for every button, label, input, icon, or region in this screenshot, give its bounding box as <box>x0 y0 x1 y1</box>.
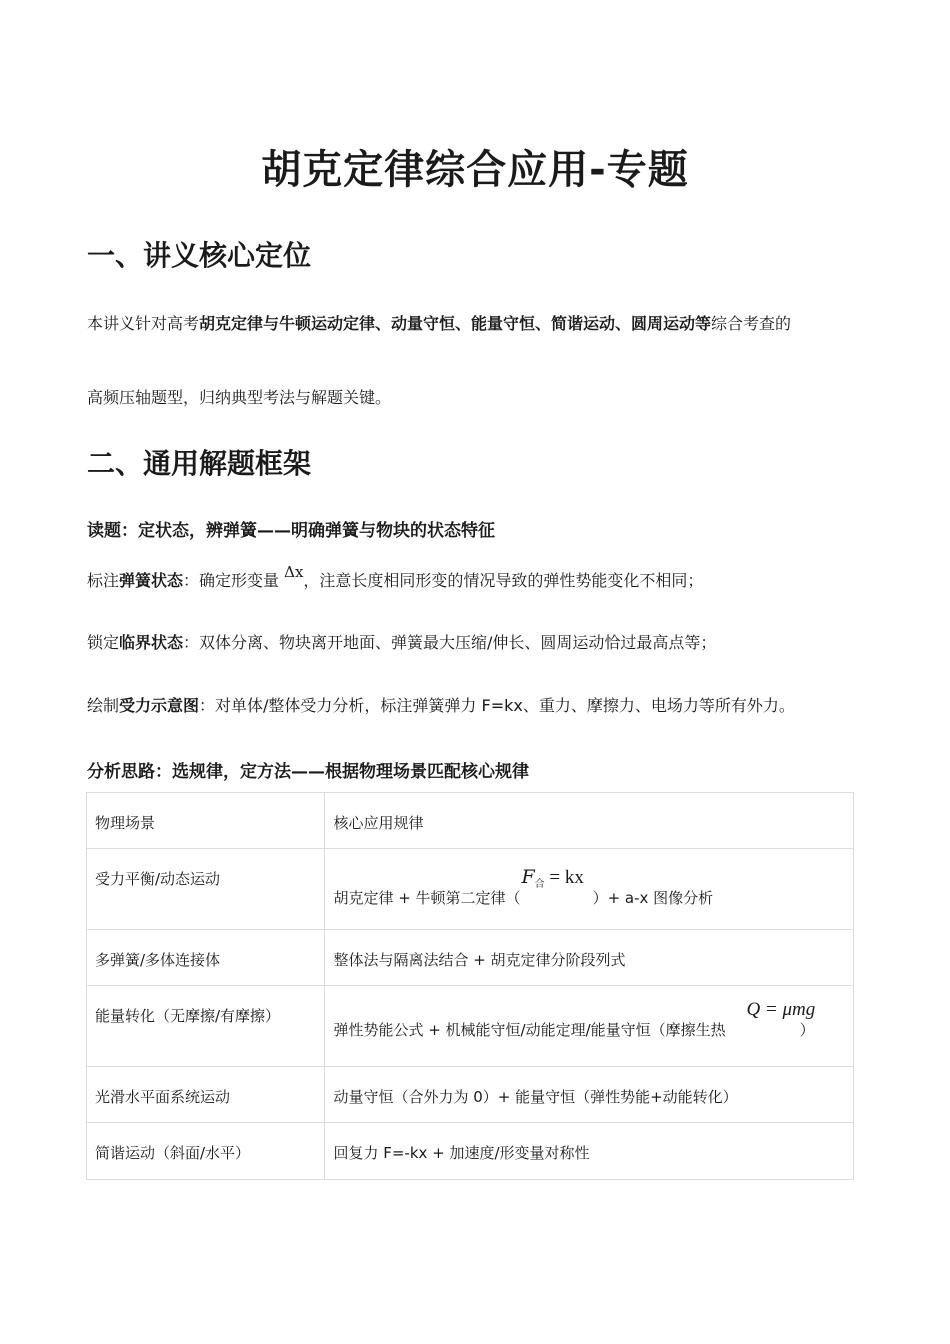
text: ：对单体/整体受力分析，标注弹簧弹力 F=kx、重力、摩擦力、电场力等所有外力。 <box>199 696 795 715</box>
formula-f-net <box>521 866 583 890</box>
table-header-cell <box>325 793 854 849</box>
formula-symbol: F <box>521 866 535 888</box>
laws-table <box>86 792 854 1180</box>
table-row <box>87 930 854 986</box>
cell-text: 光滑水平面系统运动 <box>95 1088 231 1106</box>
text: 弹性势能公式 + 机械能守恒/动能定理/能量守恒（摩擦生热 <box>333 1021 726 1039</box>
table-cell <box>87 849 325 930</box>
table-cell <box>325 930 854 986</box>
table-cell <box>325 986 854 1067</box>
table-row <box>87 1067 854 1123</box>
cell-text: 简谐运动（斜面/水平） <box>95 1144 251 1162</box>
table-cell <box>325 1067 854 1123</box>
text: 胡克定律 + 牛顿第二定律（ <box>333 889 521 907</box>
cell-text: 多弹簧/多体连接体 <box>95 951 221 969</box>
cell-text: 核心应用规律 <box>333 814 424 832</box>
bold-text: 受力示意图 <box>119 696 200 715</box>
bold-text: 胡克定律与牛顿运动定律、动量守恒、能量守恒、简谐运动、圆周运动等 <box>199 314 712 333</box>
cell-text: 能量转化（无摩擦/有摩擦） <box>95 1007 281 1025</box>
section1-paragraph-line1 <box>87 313 791 335</box>
text: ）+ a-x 图像分析 <box>592 889 714 907</box>
text: 标注 <box>87 571 120 590</box>
section1-paragraph-line2: 高频压轴题型，归纳典型考法与解题关键。 <box>87 388 392 407</box>
section2-heading: 二、通用解题框架 <box>87 447 312 480</box>
analysis-heading: 分析思路：选规律，定方法——根据物理场景匹配核心规律 <box>87 762 529 782</box>
table-header-cell <box>87 793 325 849</box>
bold-text: 临界状态 <box>119 633 184 652</box>
table-cell <box>325 1123 854 1180</box>
formula-subscript: 合 <box>534 879 545 890</box>
cell-text: 动量守恒（合外力为 0）+ 能量守恒（弹性势能+动能转化） <box>333 1088 738 1106</box>
text: 锁定 <box>87 633 120 652</box>
table-cell <box>87 930 325 986</box>
cell-text: 整体法与隔离法结合 + 胡克定律分阶段列式 <box>333 951 626 969</box>
text: 综合考查的 <box>711 314 792 333</box>
cell-text: 物理场景 <box>95 814 156 832</box>
text: ，注意长度相同形变的情况导致的弹性势能变化不相同； <box>303 571 704 590</box>
table-cell <box>87 986 325 1067</box>
text: 绘制 <box>87 696 120 715</box>
table-row <box>87 986 854 1067</box>
text: ：双体分离、物块离开地面、弹簧最大压缩/伸长、圆周运动恰过最高点等； <box>183 633 717 652</box>
table-cell <box>87 1123 325 1180</box>
framework-item-spring-state <box>87 563 704 592</box>
table-row <box>87 849 854 930</box>
text: ：确定形变量 <box>183 571 285 590</box>
framework-item-force-diagram <box>87 695 795 717</box>
framework-item-critical-state <box>87 632 716 654</box>
table-cell <box>87 1067 325 1123</box>
formula-delta-x: Δx <box>284 563 304 581</box>
cell-text: 回复力 F=-kx + 加速度/形变量对称性 <box>333 1144 590 1162</box>
cell-text: 受力平衡/动态运动 <box>95 870 221 888</box>
page-title: 胡克定律综合应用-专题 <box>261 147 689 193</box>
table-row <box>87 1123 854 1180</box>
cell-content <box>325 986 853 1066</box>
text: 本讲义针对高考 <box>87 314 200 333</box>
formula-equation: = kx <box>544 867 584 888</box>
read-heading: 读题：定状态，辨弹簧——明确弹簧与物块的状态特征 <box>87 521 495 541</box>
table-header-row <box>87 793 854 849</box>
table-cell <box>325 849 854 930</box>
text: ） <box>799 1021 815 1039</box>
formula-friction-heat: Q = μmg <box>746 999 816 1020</box>
cell-content <box>325 849 853 929</box>
bold-text: 弹簧状态 <box>119 571 184 590</box>
section1-heading: 一、讲义核心定位 <box>87 239 312 272</box>
